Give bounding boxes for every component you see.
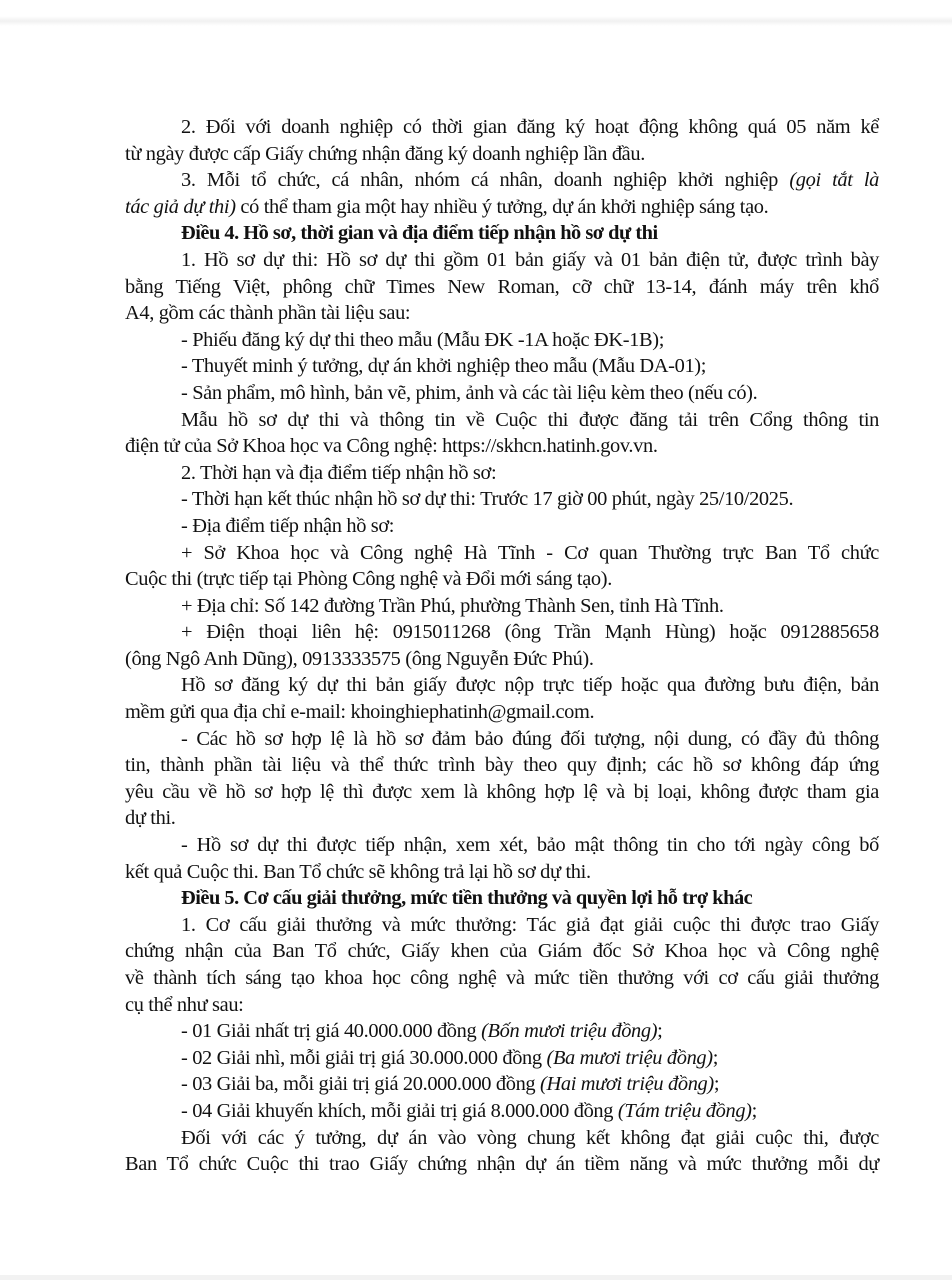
text-run: - 02 Giải nhì, mỗi giải trị giá 30.000.000 đồng — [181, 1046, 547, 1069]
text-line — [125, 274, 879, 301]
text-run: - Thời hạn kết thúc nhận hồ sơ dự thi: Trước 17 giờ 00 phút, ngày 25/10/2025. — [181, 488, 794, 511]
text-line — [125, 832, 879, 859]
text-run: từ ngày được cấp Giấy chứng nhận đăng ký doanh nghiệp lần đầu. — [125, 142, 645, 165]
text-line — [125, 566, 879, 593]
text-line — [125, 859, 879, 886]
text-line — [125, 699, 879, 726]
text-line — [125, 938, 879, 965]
text-run: - 03 Giải ba, mỗi giải trị giá 20.000.000 đồng — [181, 1073, 541, 1096]
text-run: 3. Mỗi tổ chức, cá nhân, nhóm cá nhân, doanh nghiệp khởi nghiệp — [181, 169, 790, 192]
text-line — [125, 540, 879, 567]
text-line — [125, 380, 879, 407]
text-line — [125, 114, 879, 141]
text-run: có thể tham gia một hay nhiều ý tưởng, dự án khởi nghiệp sáng tạo. — [235, 195, 769, 218]
text-run: Mẫu hồ sơ dự thi và thông tin về Cuộc thi được đăng tải trên Cổng thông tin — [181, 408, 879, 431]
italic-text: (Hai mươi triệu đồng) — [540, 1073, 714, 1096]
text-run: Đối với các ý tưởng, dự án vào vòng chung kết không đạt giải cuộc thi, được — [181, 1126, 879, 1149]
text-run: chứng nhận của Ban Tổ chức, Giấy khen của Giám đốc Sở Khoa học và Công nghệ — [125, 940, 879, 963]
section-heading — [125, 220, 879, 247]
text-run: Điều 5. Cơ cấu giải thưởng, mức tiền thưởng và quyền lợi hỗ trợ khác — [181, 887, 753, 910]
text-line — [125, 912, 879, 939]
text-run: tin, thành phần tài liệu và thể thức trình bày theo quy định; các hồ sơ không đáp ứng — [125, 754, 879, 777]
text-line — [125, 1125, 879, 1152]
text-run: - 04 Giải khuyến khích, mỗi giải trị giá 8.000.000 đồng — [181, 1099, 618, 1122]
text-line — [125, 965, 879, 992]
text-run: về thành tích sáng tạo khoa học công nghệ và mức tiền thưởng với cơ cấu giải thưởng — [125, 967, 879, 989]
text-line — [125, 779, 879, 806]
italic-text: tác giả dự thi) — [125, 195, 236, 218]
text-line — [125, 1151, 879, 1178]
text-line — [125, 327, 879, 354]
text-line — [125, 1098, 879, 1125]
text-line — [125, 672, 879, 699]
text-run: ; — [713, 1073, 720, 1096]
text-run: ; — [751, 1099, 757, 1122]
text-line — [125, 486, 879, 513]
text-run: Hồ sơ đăng ký dự thi bản giấy được nộp trực tiếp hoặc qua đường bưu điện, bản — [181, 674, 879, 697]
text-run: - Địa điểm tiếp nhận hồ sơ: — [181, 514, 395, 537]
text-run: - Các hồ sơ hợp lệ là hồ sơ đảm bảo đúng đối tượng, nội dung, có đầy đủ thông — [181, 727, 879, 750]
text-run: Cuộc thi (trực tiếp tại Phòng Công nghệ và Đổi mới sáng tạo). — [125, 568, 612, 591]
text-run: mềm gửi qua địa chỉ e-mail: khoinghiephatinh@gmail.com. — [125, 701, 595, 724]
text-run: cụ thể như sau: — [125, 993, 244, 1016]
italic-text: (Bốn mươi triệu đồng) — [481, 1020, 658, 1043]
text-line — [125, 513, 879, 540]
top-edge-shadow — [0, 16, 952, 26]
text-run: ; — [657, 1020, 663, 1043]
italic-text: (Tám triệu đồng) — [617, 1099, 752, 1122]
text-line — [125, 752, 879, 779]
italic-text: (Ba mươi triệu đồng) — [546, 1046, 713, 1069]
text-line — [125, 992, 879, 1019]
text-line — [125, 300, 879, 327]
text-run: 1. Cơ cấu giải thưởng và mức thưởng: Tác giả đạt giải cuộc thi được trao Giấy — [181, 913, 879, 936]
text-run: kết quả Cuộc thi. Ban Tổ chức sẽ không trả lại hồ sơ dự thi. — [125, 860, 591, 883]
text-run: - 01 Giải nhất trị giá 40.000.000 đồng — [181, 1020, 482, 1043]
text-run: yêu cầu về hồ sơ hợp lệ thì được xem là không hợp lệ và bị loại, không được tham gia — [125, 780, 879, 803]
text-line — [125, 1045, 879, 1072]
text-line — [125, 353, 879, 380]
text-line — [125, 805, 879, 832]
document-page — [125, 114, 879, 1178]
text-run: - Sản phẩm, mô hình, bản vẽ, phim, ảnh và các tài liệu kèm theo (nếu có). — [181, 381, 758, 404]
text-line — [125, 141, 879, 168]
text-line — [125, 1018, 879, 1045]
text-line — [125, 646, 879, 673]
text-run: + Sở Khoa học và Công nghệ Hà Tĩnh - Cơ quan Thường trực Ban Tổ chức — [181, 541, 879, 564]
text-line — [125, 433, 879, 460]
text-run: (ông Ngô Anh Dũng), 0913333575 (ông Nguyễn Đức Phú). — [125, 647, 594, 670]
text-run: - Hồ sơ dự thi được tiếp nhận, xem xét, bảo mật thông tin cho tới ngày công bố — [181, 834, 879, 857]
text-run: 1. Hồ sơ dự thi: Hồ sơ dự thi gồm 01 bản giấy và 01 bản điện tử, được trình bày — [181, 248, 879, 271]
italic-text: (gọi tắt là — [789, 169, 879, 192]
text-line — [125, 167, 879, 194]
text-run: + Địa chỉ: Số 142 đường Trần Phú, phường Thành Sen, tỉnh Hà Tĩnh. — [181, 594, 724, 617]
text-run: ; — [712, 1046, 719, 1069]
text-line — [125, 726, 879, 753]
text-line — [125, 1071, 879, 1098]
bottom-edge-shadow — [0, 1275, 952, 1280]
text-run: 2. Thời hạn và địa điểm tiếp nhận hồ sơ: — [181, 461, 497, 484]
text-line — [125, 407, 879, 434]
text-line — [125, 247, 879, 274]
text-line — [125, 460, 879, 487]
text-run: Ban Tổ chức Cuộc thi trao Giấy chứng nhận dự án tiềm năng và mức thưởng mỗi dự — [125, 1153, 879, 1176]
text-run: Điều 4. Hồ sơ, thời gian và địa điểm tiếp nhận hồ sơ dự thi — [181, 222, 658, 245]
text-line — [125, 593, 879, 620]
text-run: dự thi. — [125, 807, 176, 830]
text-run: bằng Tiếng Việt, phông chữ Times New Roman, cỡ chữ 13-14, đánh máy trên khổ — [125, 275, 879, 298]
text-line — [125, 194, 879, 221]
text-run: 2. Đối với doanh nghiệp có thời gian đăng ký hoạt động không quá 05 năm kể — [181, 116, 879, 138]
text-run: + Điện thoại liên hệ: 0915011268 (ông Trần Mạnh Hùng) hoặc 0912885658 — [181, 621, 879, 644]
text-run: A4, gồm các thành phần tài liệu sau: — [125, 302, 411, 325]
text-run: điện tử của Sở Khoa học va Công nghệ: https://skhcn.hatinh.gov.vn. — [125, 435, 658, 458]
text-line — [125, 619, 879, 646]
text-run: - Thuyết minh ý tưởng, dự án khởi nghiệp theo mẫu (Mẫu DA-01); — [181, 355, 707, 378]
section-heading — [125, 885, 879, 912]
text-run: - Phiếu đăng ký dự thi theo mẫu (Mẫu ĐK -1A hoặc ĐK-1B); — [181, 328, 665, 351]
